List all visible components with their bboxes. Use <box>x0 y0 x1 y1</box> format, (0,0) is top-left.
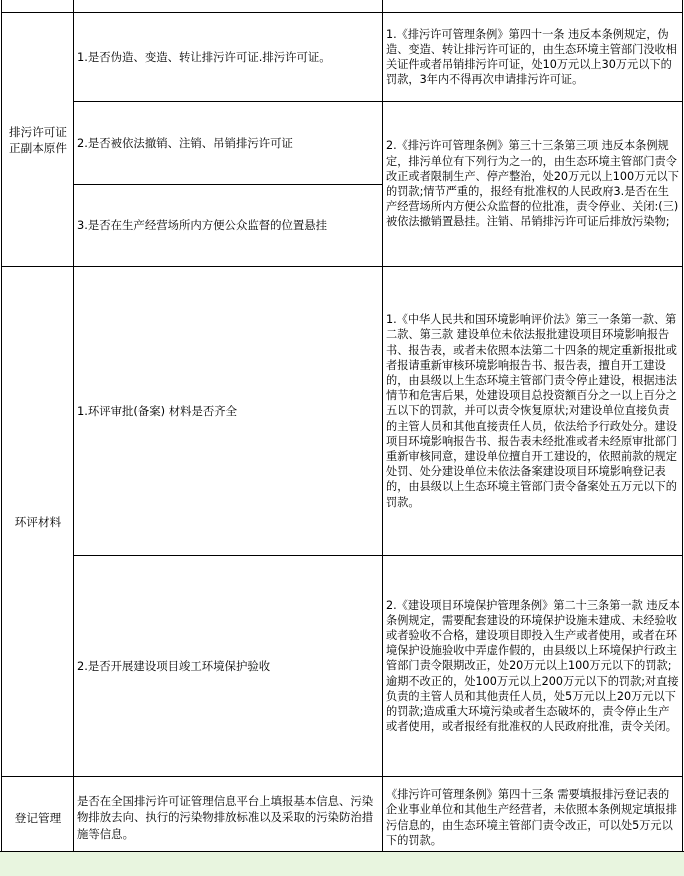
penalty-permit-2-3: 2.《排污许可管理条例》第三十三条第三项 违反本条例规定，排污单位有下列行为之一的，由生态环境主管部门责令改正或者限制生产、停产整治，处20万元以上100万元以下的罚款;情节严重的，报经有批准权的人民政府3.是否在生产经营场所内方便公众监督的位批准，责令停业、关闭:(三) 被依法撤销置悬挂。注销、吊销排污许可证后排放污染物; <box>383 102 683 267</box>
penalty-eia-2: 2.《建设项目环境保护管理条例》第二十三条第一款 违反本条例规定，需要配套建设的环境保护设施未建成、未经验收或者验收不合格，建设项目即投入生产或者使用，或者在环境保护设施验收中弄虚作假的，由县级以上环境保护行政主管部门责令限期改正，处20万元以上100万元以下的罚款;逾期不改正的，处100万元以上200万元以下的罚款;对直接负责的主管人员和其他责任人员，处5万元以上20万元以下的罚款;造成重大环境污染或者生态破坏的，责令停止生产或者使用，或者报经有批准权的人民政府批准，责令关闭。 <box>383 556 683 777</box>
bottom-strip <box>0 851 684 876</box>
category-registration: 登记管理 <box>2 777 74 859</box>
penalty-permit-1: 1.《排污许可管理条例》第四十一条 违反本条例规定，伪造、变造、转让排污许可证的，由生态环境主管部门没收相关证件或者吊销排污许可证，处10万元以上30万元以下的罚款，3年内不得再次申请排污许可证。 <box>383 13 683 102</box>
top-cut-cell <box>74 0 383 13</box>
top-cut-cell <box>2 0 74 13</box>
check-item-registration: 是否在全国排污许可证管理信息平台上填报基本信息、污染物排放去向、执行的污染物排放标准以及采取的污染防治措施等信息。 <box>74 777 383 859</box>
inspection-table <box>1 0 683 859</box>
check-item-permit-2: 2.是否被依法撤销、注销、吊销排污许可证 <box>74 102 383 185</box>
check-item-permit-3: 3.是否在生产经营场所内方便公众监督的位置悬挂 <box>74 185 383 267</box>
penalty-registration: 《排污许可管理条例》第四十三条 需要填报排污登记表的企业事业单位和其他生产经营者，未依照本条例规定填报排污信息的，由生态环境主管部门责令改正，可以处5万元以下的罚款。 <box>383 777 683 859</box>
category-eia: 环评材料 <box>2 267 74 777</box>
check-item-permit-1: 1.是否伪造、变造、转让排污许可证.排污许可证。 <box>74 13 383 102</box>
check-item-eia-2: 2.是否开展建设项目竣工环境保护验收 <box>74 556 383 777</box>
penalty-eia-1: 1.《中华人民共和国环境影响评价法》第三一条第一款、第二款、第三款 建设单位未依法报批建设项目环境影响报告书、报告表，或者未依照本法第二十四条的规定重新报批或者报请重新审核环境影响报告书、报告表，擅自开工建设的，由县级以上生态环境主管部门责令停止建设，根据违法情节和危害后果，处建设项目总投资额百分之一以上百分之五以下的罚款，并可以责令恢复原状;对建设单位直接负责的主管人员和其他直接责任人员，依法给予行政处分。建设项目环境影响报告书、报告表未经批准或者未经原审批部门重新审核同意，建设单位擅自开工建设的，依照前款的规定处罚、处分建设单位未依法备案建设项目环境影响登记表的，由县级以上生态环境主管部门责令备案处五万元以下的罚款。 <box>383 267 683 556</box>
table-row <box>2 102 683 185</box>
table-row <box>2 556 683 777</box>
top-cut-cell <box>383 0 683 13</box>
table-row <box>2 267 683 556</box>
table-row <box>2 777 683 859</box>
table-row <box>2 13 683 102</box>
check-item-eia-1: 1.环评审批(备案) 材料是否齐全 <box>74 267 383 556</box>
category-permit: 排污许可证正副本原件 <box>2 13 74 267</box>
table-row-top-cut <box>2 0 683 13</box>
